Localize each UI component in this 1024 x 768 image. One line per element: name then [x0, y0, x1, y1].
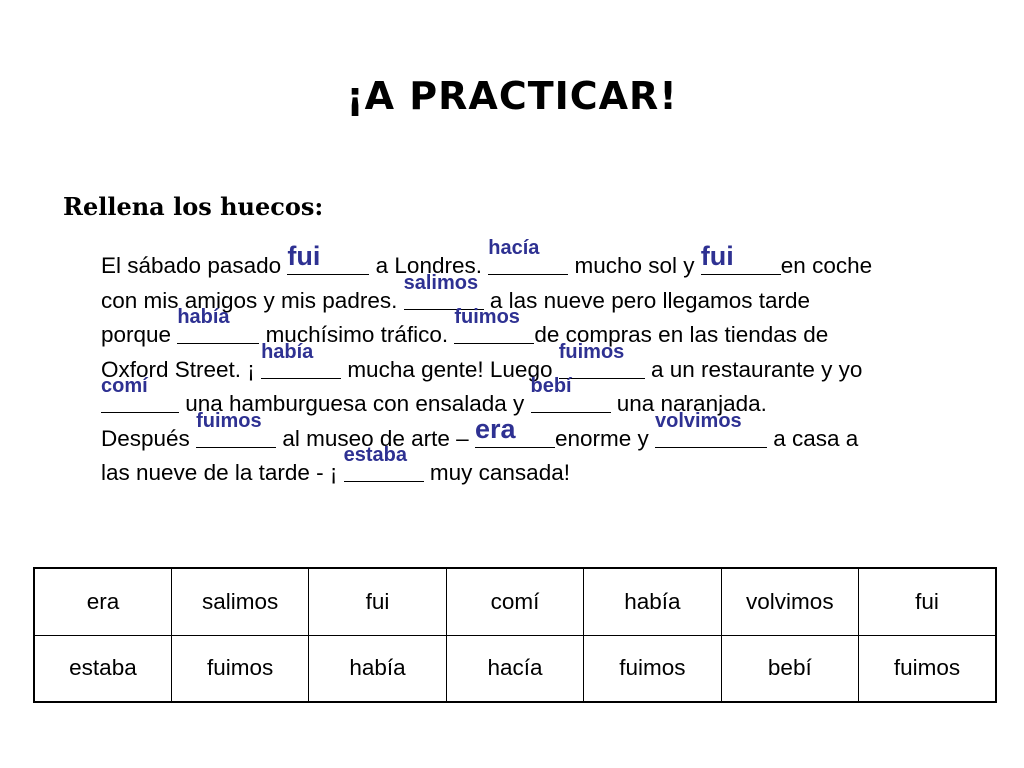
word-bank-cell: había: [584, 568, 721, 635]
filled-answer: fuimos: [454, 306, 520, 328]
exercise-text: enorme y: [554, 425, 655, 451]
answer-gap: [700, 241, 781, 280]
word-bank-cell: fuimos: [584, 635, 721, 702]
filled-answer: comí: [101, 375, 148, 397]
exercise-text: a las nueve pero llegamos tarde: [483, 287, 811, 313]
answer-gap: [287, 241, 369, 280]
exercise-paragraph: [101, 237, 1016, 494]
word-bank-cell: bebí: [721, 635, 858, 702]
exercise-text: en coche: [780, 253, 873, 278]
word-bank-cell: había: [309, 635, 446, 702]
exercise-text: las nueve de la tarde - ¡: [101, 460, 344, 485]
exercise-text: Después: [101, 425, 197, 451]
answer-gap: [530, 375, 611, 418]
exercise-text: una naranjada.: [610, 391, 767, 416]
exercise-line: [101, 409, 1016, 460]
filled-answer: hacía: [488, 237, 540, 259]
filled-answer: fui: [700, 241, 734, 271]
answer-gap: [343, 444, 424, 487]
exercise-text: de compras en las tiendas de: [534, 322, 829, 347]
exercise-text: mucha gente! Luego: [341, 356, 559, 382]
exercise-text: Oxford Street. ¡: [101, 356, 262, 382]
word-bank-row: [34, 568, 996, 635]
answer-gap: [654, 409, 767, 453]
word-bank-cell: fui: [309, 568, 446, 635]
answer-gap: [474, 413, 555, 453]
filled-answer: fuimos: [196, 409, 262, 432]
word-bank-cell: volvimos: [721, 568, 858, 635]
filled-answer: volvimos: [654, 409, 742, 432]
word-bank-cell: comí: [446, 568, 583, 635]
exercise-line: [101, 271, 1016, 322]
page-title: ¡A PRACTICAR!: [346, 74, 678, 118]
filled-answer: fui: [287, 241, 321, 271]
word-bank-cell: fuimos: [171, 635, 308, 702]
exercise-text: a Londres.: [369, 253, 489, 278]
answer-gap: [454, 306, 534, 349]
word-bank-row: [34, 635, 996, 702]
exercise-line: [101, 444, 1016, 494]
answer-gap: [488, 237, 568, 280]
exercise-text: muy cansada!: [423, 460, 570, 485]
word-bank-cell: hacía: [446, 635, 583, 702]
instruction-heading: Rellena los huecos:: [63, 192, 324, 221]
answer-gap: [177, 306, 259, 349]
word-bank-cell: salimos: [171, 568, 308, 635]
exercise-text: una hamburguesa con ensalada y: [179, 391, 531, 416]
exercise-text: a casa a: [766, 425, 859, 451]
exercise-text: porque: [101, 322, 178, 347]
answer-gap: [101, 375, 179, 418]
filled-answer: había: [261, 340, 314, 363]
filled-answer: bebí: [530, 375, 572, 397]
word-bank-cell: fui: [859, 568, 996, 635]
filled-answer: estaba: [343, 444, 408, 466]
exercise-text: muchísimo tráfico.: [259, 322, 455, 347]
word-bank-cell: estaba: [34, 635, 171, 702]
exercise-text: con mis amigos y mis padres.: [101, 287, 404, 313]
word-bank-cell: era: [34, 568, 171, 635]
exercise-text: al museo de arte –: [276, 425, 475, 451]
word-bank-cell: fuimos: [859, 635, 996, 702]
filled-answer: había: [177, 306, 230, 328]
filled-answer: fuimos: [558, 340, 625, 363]
exercise-line: [101, 237, 1016, 287]
exercise-text: El sábado pasado: [101, 253, 288, 278]
filled-answer: era: [474, 413, 516, 444]
answer-gap: [196, 409, 276, 453]
filled-answer: salimos: [403, 271, 479, 294]
exercise-text: a un restaurante y yo: [644, 356, 863, 382]
answer-gap: [261, 340, 341, 384]
word-bank-table: [33, 567, 997, 703]
exercise-text: mucho sol y: [568, 253, 701, 278]
